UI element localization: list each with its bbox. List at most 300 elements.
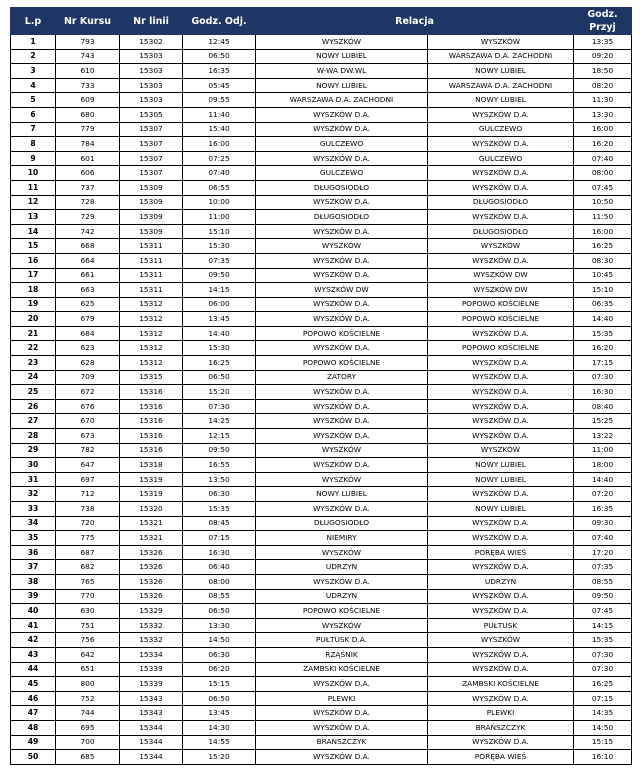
cell-course-number: 651 [56,662,120,677]
cell-row-number: 4 [11,78,56,93]
table-row [11,356,632,371]
cell-route-from: PLEWKI [256,691,428,706]
table-row [11,49,632,64]
cell-route-from: POPOWO KOŚCIELNE [256,356,428,371]
cell-arrival-time: 13:35 [574,35,632,50]
cell-row-number: 1 [11,35,56,50]
cell-route-to: BRAŃSZCZYK [428,720,574,735]
cell-arrival-time: 16:25 [574,239,632,254]
table-row [11,253,632,268]
cell-row-number: 40 [11,604,56,619]
cell-departure-time: 14:15 [183,283,256,298]
cell-line-number: 15303 [120,78,183,93]
cell-line-number: 15326 [120,574,183,589]
table-row [11,195,632,210]
cell-course-number: 680 [56,107,120,122]
cell-route-to: NOWY LUBIEL [428,93,574,108]
cell-row-number: 43 [11,647,56,662]
cell-arrival-time: 07:30 [574,662,632,677]
cell-arrival-time: 17:15 [574,356,632,371]
cell-route-from: WYSZKÓW D.A. [256,107,428,122]
cell-route-from: WYSZKÓW D.A. [256,574,428,589]
table-row [11,297,632,312]
cell-line-number: 15309 [120,195,183,210]
cell-row-number: 9 [11,151,56,166]
cell-route-from: DŁUGOSIODŁO [256,516,428,531]
cell-route-from: WYSZKÓW [256,618,428,633]
cell-route-to: GULCZEWO [428,151,574,166]
table-row [11,574,632,589]
cell-course-number: 756 [56,633,120,648]
cell-departure-time: 06:30 [183,647,256,662]
cell-course-number: 676 [56,399,120,414]
cell-arrival-time: 07:40 [574,151,632,166]
cell-course-number: 687 [56,545,120,560]
cell-route-to: WYSZKÓW D.A. [428,107,574,122]
table-row [11,268,632,283]
cell-row-number: 32 [11,487,56,502]
cell-route-from: PUŁTUSK D.A. [256,633,428,648]
cell-route-to: WYSZKÓW D.A. [428,326,574,341]
cell-route-to: WYSZKÓW D.A. [428,210,574,225]
cell-row-number: 36 [11,545,56,560]
cell-route-to: NOWY LUBIEL [428,458,574,473]
cell-route-to: UDRZYN [428,574,574,589]
cell-arrival-time: 07:45 [574,604,632,619]
cell-route-to: WYSZKÓW D.A. [428,137,574,152]
cell-line-number: 15316 [120,399,183,414]
cell-route-to: WYSZKÓW D.A. [428,399,574,414]
table-row [11,647,632,662]
cell-row-number: 47 [11,706,56,721]
table-row [11,107,632,122]
cell-route-to: WYSZKÓW D.A. [428,253,574,268]
cell-row-number: 17 [11,268,56,283]
cell-departure-time: 13:45 [183,312,256,327]
cell-course-number: 793 [56,35,120,50]
cell-arrival-time: 09:20 [574,49,632,64]
cell-line-number: 15316 [120,429,183,444]
cell-departure-time: 14:30 [183,720,256,735]
cell-departure-time: 06:50 [183,370,256,385]
table-row [11,472,632,487]
cell-route-from: WYSZKÓW D.A. [256,750,428,765]
cell-line-number: 15305 [120,107,183,122]
cell-line-number: 15321 [120,531,183,546]
cell-arrival-time: 09:30 [574,516,632,531]
cell-line-number: 15326 [120,589,183,604]
cell-route-from: WYSZKÓW [256,472,428,487]
cell-course-number: 712 [56,487,120,502]
cell-departure-time: 06:00 [183,297,256,312]
cell-departure-time: 11:00 [183,210,256,225]
cell-departure-time: 15:10 [183,224,256,239]
cell-course-number: 720 [56,516,120,531]
cell-course-number: 738 [56,502,120,517]
cell-departure-time: 16:25 [183,356,256,371]
cell-line-number: 15312 [120,341,183,356]
cell-row-number: 49 [11,735,56,750]
cell-arrival-time: 17:20 [574,545,632,560]
cell-route-from: NOWY LUBIEL [256,49,428,64]
cell-departure-time: 15:30 [183,239,256,254]
table-row [11,180,632,195]
cell-route-from: WYSZKÓW D.A. [256,458,428,473]
cell-line-number: 15312 [120,297,183,312]
cell-row-number: 13 [11,210,56,225]
cell-route-from: WYSZKÓW D.A. [256,677,428,692]
cell-arrival-time: 15:35 [574,326,632,341]
table-row [11,399,632,414]
cell-route-from: GULCZEWO [256,166,428,181]
table-row [11,370,632,385]
cell-route-to: WYSZKÓW D.A. [428,735,574,750]
cell-arrival-time: 08:20 [574,78,632,93]
cell-course-number: 610 [56,64,120,79]
cell-route-from: WYSZKÓW [256,443,428,458]
table-row [11,618,632,633]
cell-course-number: 647 [56,458,120,473]
cell-line-number: 15344 [120,720,183,735]
cell-course-number: 682 [56,560,120,575]
cell-arrival-time: 08:00 [574,166,632,181]
header-arrival-time: Godz. Przyj [574,8,632,35]
cell-route-from: WYSZKÓW D.A. [256,122,428,137]
cell-line-number: 15319 [120,487,183,502]
table-row [11,429,632,444]
cell-departure-time: 06:55 [183,180,256,195]
cell-departure-time: 13:45 [183,706,256,721]
cell-line-number: 15312 [120,326,183,341]
cell-course-number: 601 [56,151,120,166]
cell-row-number: 2 [11,49,56,64]
cell-arrival-time: 14:40 [574,312,632,327]
cell-course-number: 628 [56,356,120,371]
cell-departure-time: 07:35 [183,253,256,268]
cell-row-number: 21 [11,326,56,341]
cell-line-number: 15309 [120,180,183,195]
cell-arrival-time: 16:20 [574,341,632,356]
cell-row-number: 7 [11,122,56,137]
cell-route-from: GULCZEWO [256,137,428,152]
cell-row-number: 45 [11,677,56,692]
cell-route-to: WYSZKÓW [428,35,574,50]
cell-departure-time: 06:50 [183,604,256,619]
cell-route-from: W-WA DW.WL [256,64,428,79]
cell-route-to: WYSZKÓW D.A. [428,647,574,662]
cell-line-number: 15339 [120,662,183,677]
table-row [11,458,632,473]
cell-departure-time: 16:00 [183,137,256,152]
cell-route-to: WYSZKÓW DW [428,283,574,298]
cell-departure-time: 16:35 [183,64,256,79]
table-row [11,720,632,735]
cell-route-from: NOWY LUBIEL [256,487,428,502]
cell-arrival-time: 16:10 [574,750,632,765]
header-course-number: Nr Kursu [56,8,120,35]
cell-route-from: WYSZKÓW D.A. [256,502,428,517]
cell-route-to: NOWY LUBIEL [428,64,574,79]
cell-route-from: WARSZAWA D.A. ZACHODNI [256,93,428,108]
cell-route-to: WARSZAWA D.A. ZACHODNI [428,49,574,64]
cell-arrival-time: 07:40 [574,531,632,546]
cell-line-number: 15326 [120,545,183,560]
header-lp: L.p [11,8,56,35]
cell-route-from: WYSZKÓW D.A. [256,429,428,444]
cell-route-to: WYSZKÓW D.A. [428,487,574,502]
cell-route-to: WYSZKÓW [428,443,574,458]
cell-route-from: RZĄŚNIK [256,647,428,662]
cell-line-number: 15302 [120,35,183,50]
cell-line-number: 15332 [120,618,183,633]
cell-row-number: 12 [11,195,56,210]
table-row [11,589,632,604]
cell-course-number: 609 [56,93,120,108]
cell-departure-time: 13:30 [183,618,256,633]
cell-route-to: PORĘBA WIEŚ [428,545,574,560]
cell-line-number: 15315 [120,370,183,385]
cell-departure-time: 07:40 [183,166,256,181]
cell-route-to: WYSZKÓW D.A. [428,604,574,619]
cell-row-number: 38 [11,574,56,589]
cell-course-number: 670 [56,414,120,429]
cell-course-number: 695 [56,720,120,735]
cell-arrival-time: 16:00 [574,122,632,137]
cell-departure-time: 06:40 [183,560,256,575]
cell-arrival-time: 11:50 [574,210,632,225]
cell-route-to: WYSZKÓW D.A. [428,516,574,531]
cell-course-number: 742 [56,224,120,239]
cell-line-number: 15319 [120,472,183,487]
cell-departure-time: 12:45 [183,35,256,50]
cell-arrival-time: 14:15 [574,618,632,633]
table-row [11,531,632,546]
cell-route-from: POPOWO KOŚCIELNE [256,604,428,619]
cell-course-number: 737 [56,180,120,195]
cell-route-to: WYSZKÓW D.A. [428,385,574,400]
cell-course-number: 700 [56,735,120,750]
cell-arrival-time: 15:15 [574,735,632,750]
cell-route-to: WYSZKÓW D.A. [428,662,574,677]
cell-route-from: WYSZKÓW [256,35,428,50]
cell-row-number: 14 [11,224,56,239]
cell-route-to: WYSZKÓW [428,633,574,648]
table-row [11,166,632,181]
cell-row-number: 18 [11,283,56,298]
cell-route-from: NOWY LUBIEL [256,78,428,93]
cell-departure-time: 06:20 [183,662,256,677]
cell-line-number: 15343 [120,706,183,721]
cell-route-to: DŁUGOSIODŁO [428,224,574,239]
cell-route-from: BRAŃSZCZYK [256,735,428,750]
cell-arrival-time: 07:15 [574,691,632,706]
table-row [11,224,632,239]
cell-course-number: 751 [56,618,120,633]
table-row [11,443,632,458]
cell-line-number: 15307 [120,122,183,137]
table-row [11,414,632,429]
table-row [11,64,632,79]
cell-route-to: POPOWO KOŚCIELNE [428,312,574,327]
cell-line-number: 15344 [120,750,183,765]
cell-line-number: 15343 [120,691,183,706]
cell-course-number: 630 [56,604,120,619]
cell-departure-time: 12:15 [183,429,256,444]
cell-line-number: 15329 [120,604,183,619]
cell-departure-time: 08:45 [183,516,256,531]
cell-line-number: 15309 [120,210,183,225]
cell-course-number: 779 [56,122,120,137]
table-row [11,78,632,93]
table-row [11,137,632,152]
cell-row-number: 20 [11,312,56,327]
cell-departure-time: 10:00 [183,195,256,210]
cell-arrival-time: 11:30 [574,93,632,108]
cell-departure-time: 11:40 [183,107,256,122]
cell-row-number: 3 [11,64,56,79]
cell-arrival-time: 11:00 [574,443,632,458]
cell-course-number: 709 [56,370,120,385]
cell-course-number: 782 [56,443,120,458]
table-row [11,151,632,166]
cell-row-number: 5 [11,93,56,108]
cell-route-to: GULCZEWO [428,122,574,137]
cell-course-number: 661 [56,268,120,283]
cell-route-to: DŁUGOSIODŁO [428,195,574,210]
table-row [11,560,632,575]
cell-line-number: 15303 [120,49,183,64]
cell-line-number: 15307 [120,151,183,166]
cell-line-number: 15311 [120,268,183,283]
cell-arrival-time: 08:40 [574,399,632,414]
cell-departure-time: 15:35 [183,502,256,517]
cell-route-to: WARSZAWA D.A. ZACHODNI [428,78,574,93]
table-row [11,633,632,648]
cell-route-to: POPOWO KOŚCIELNE [428,297,574,312]
cell-row-number: 22 [11,341,56,356]
cell-departure-time: 14:25 [183,414,256,429]
cell-arrival-time: 13:30 [574,107,632,122]
cell-arrival-time: 16:35 [574,502,632,517]
cell-line-number: 15316 [120,385,183,400]
table-row [11,210,632,225]
cell-arrival-time: 14:50 [574,720,632,735]
cell-row-number: 16 [11,253,56,268]
cell-arrival-time: 15:35 [574,633,632,648]
cell-departure-time: 15:40 [183,122,256,137]
cell-line-number: 15339 [120,677,183,692]
cell-row-number: 19 [11,297,56,312]
cell-route-to: WYSZKÓW D.A. [428,166,574,181]
table-row [11,283,632,298]
cell-departure-time: 07:25 [183,151,256,166]
cell-arrival-time: 16:00 [574,224,632,239]
cell-departure-time: 13:50 [183,472,256,487]
cell-route-from: WYSZKÓW D.A. [256,720,428,735]
cell-route-from: WYSZKÓW D.A. [256,297,428,312]
cell-course-number: 752 [56,691,120,706]
cell-route-from: DŁUGOSIODŁO [256,210,428,225]
cell-arrival-time: 06:35 [574,297,632,312]
cell-departure-time: 09:50 [183,443,256,458]
header-line-number: Nr linii [120,8,183,35]
cell-route-from: WYSZKÓW D.A. [256,253,428,268]
cell-route-from: ZATORY [256,370,428,385]
table-row [11,545,632,560]
cell-arrival-time: 15:25 [574,414,632,429]
cell-line-number: 15303 [120,93,183,108]
cell-route-from: WYSZKÓW D.A. [256,385,428,400]
cell-row-number: 34 [11,516,56,531]
cell-route-to: WYSZKÓW D.A. [428,414,574,429]
cell-route-to: WYSZKÓW D.A. [428,356,574,371]
table-row [11,735,632,750]
table-row [11,750,632,765]
table-row [11,487,632,502]
cell-route-from: DŁUGOSIODŁO [256,180,428,195]
cell-departure-time: 06:50 [183,49,256,64]
cell-line-number: 15316 [120,443,183,458]
cell-row-number: 48 [11,720,56,735]
cell-line-number: 15311 [120,283,183,298]
table-row [11,122,632,137]
cell-route-to: PUŁTUSK [428,618,574,633]
cell-line-number: 15318 [120,458,183,473]
cell-row-number: 31 [11,472,56,487]
cell-route-from: ZAMBSKI KOŚCIELNE [256,662,428,677]
cell-row-number: 46 [11,691,56,706]
cell-departure-time: 14:50 [183,633,256,648]
cell-row-number: 28 [11,429,56,444]
cell-arrival-time: 16:20 [574,137,632,152]
cell-route-from: WYSZKÓW DW [256,283,428,298]
table-row [11,706,632,721]
cell-route-to: WYSZKÓW D.A. [428,691,574,706]
cell-row-number: 33 [11,502,56,517]
cell-row-number: 42 [11,633,56,648]
cell-departure-time: 16:55 [183,458,256,473]
cell-departure-time: 15:20 [183,385,256,400]
cell-line-number: 15332 [120,633,183,648]
cell-course-number: 625 [56,297,120,312]
cell-departure-time: 15:15 [183,677,256,692]
cell-route-from: WYSZKÓW D.A. [256,399,428,414]
cell-route-from: WYSZKÓW [256,239,428,254]
cell-route-to: WYSZKÓW D.A. [428,180,574,195]
table-row [11,326,632,341]
cell-route-from: WYSZKÓW D.A. [256,706,428,721]
cell-line-number: 15312 [120,312,183,327]
cell-course-number: 770 [56,589,120,604]
cell-arrival-time: 09:50 [574,589,632,604]
cell-course-number: 775 [56,531,120,546]
cell-route-to: WYSZKÓW D.A. [428,429,574,444]
cell-route-to: POPOWO KOŚCIELNE [428,341,574,356]
cell-route-to: WYSZKÓW [428,239,574,254]
cell-course-number: 800 [56,677,120,692]
cell-route-to: WYSZKÓW D.A. [428,560,574,575]
cell-arrival-time: 07:30 [574,647,632,662]
cell-line-number: 15321 [120,516,183,531]
cell-course-number: 784 [56,137,120,152]
cell-route-from: WYSZKÓW D.A. [256,224,428,239]
cell-departure-time: 06:30 [183,487,256,502]
cell-row-number: 29 [11,443,56,458]
cell-departure-time: 14:55 [183,735,256,750]
cell-row-number: 39 [11,589,56,604]
table-row [11,341,632,356]
cell-route-to: PORĘBA WIEŚ [428,750,574,765]
